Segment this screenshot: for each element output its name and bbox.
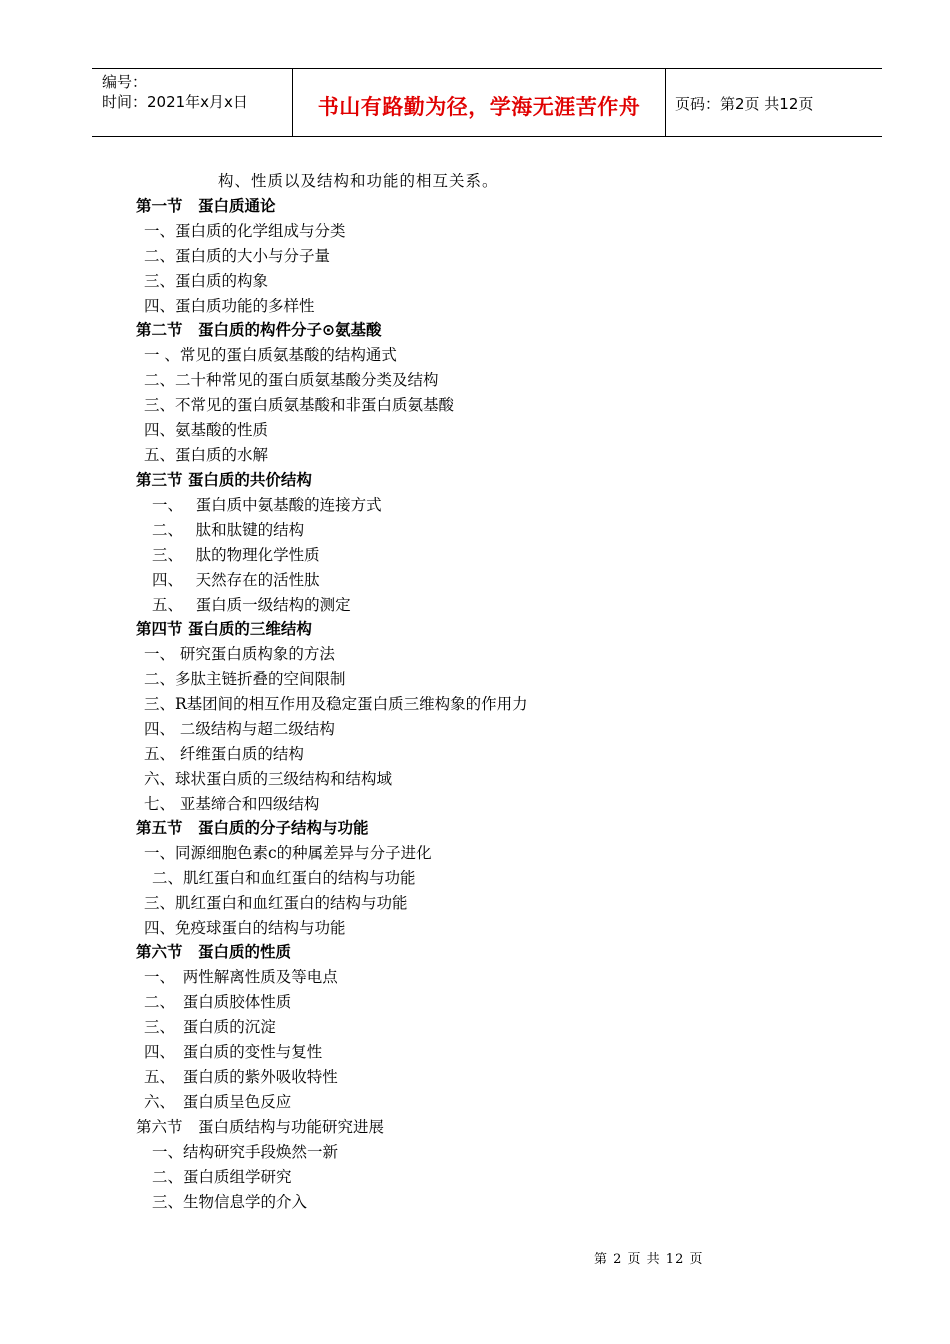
section-item: 一、 蛋白质中氨基酸的连接方式 (152, 496, 382, 514)
section-item: 一、结构研究手段焕然一新 (152, 1143, 339, 1161)
section-item: 三、 肽的物理化学性质 (152, 546, 320, 564)
section-heading: 第五节 蛋白质的分子结构与功能 (136, 819, 369, 837)
section-item: 三、 蛋白质的沉淀 (144, 1018, 276, 1036)
intro-text: 构、性质以及结构和功能的相互关系。 (218, 172, 499, 190)
document-date: 时间：2021年x月x日 (102, 93, 248, 111)
section-item: 四、免疫球蛋白的结构与功能 (144, 919, 346, 937)
section-item: 二、 肽和肽键的结构 (152, 521, 305, 539)
section-item: 一、蛋白质的化学组成与分类 (144, 222, 346, 240)
section-item: 四、蛋白质功能的多样性 (144, 297, 315, 315)
section-item: 四、 二级结构与超二级结构 (144, 720, 335, 738)
section-item: 二、蛋白质组学研究 (152, 1168, 292, 1186)
section-item: 五、 蛋白质的紫外吸收特性 (144, 1068, 338, 1086)
header-page-info: 页码：第2页 共12页 (675, 95, 814, 113)
section-heading: 第二节 蛋白质的构件分子⊙氨基酸 (136, 321, 382, 339)
section-item: 三、肌红蛋白和血红蛋白的结构与功能 (144, 894, 408, 912)
section-item: 一、 研究蛋白质构象的方法 (144, 645, 335, 663)
header-motto: 书山有路勤为径，学海无涯苦作舟 (317, 95, 641, 119)
section-item: 二、蛋白质的大小与分子量 (144, 247, 331, 265)
section-heading: 第三节 蛋白质的共价结构 (136, 471, 312, 489)
page-footer: 第 2 页 共 12 页 (594, 1252, 704, 1267)
section-item: 三、蛋白质的构象 (144, 272, 269, 290)
section-heading: 第四节 蛋白质的三维结构 (136, 620, 312, 638)
section-item: 二、二十种常见的蛋白质氨基酸分类及结构 (144, 371, 439, 389)
section-item: 五、蛋白质的水解 (144, 446, 269, 464)
section-item: 二、多肽主链折叠的空间限制 (144, 670, 346, 688)
section-item: 四、氨基酸的性质 (144, 421, 269, 439)
section-item: 五、 纤维蛋白质的结构 (144, 745, 304, 763)
section-item: 一 、常见的蛋白质氨基酸的结构通式 (144, 346, 397, 364)
section-item: 四、 蛋白质的变性与复性 (144, 1043, 323, 1061)
section-item: 七、 亚基缔合和四级结构 (144, 795, 320, 813)
document-number-label: 编号： (102, 73, 148, 91)
section-heading: 第六节 蛋白质的性质 (136, 943, 292, 961)
section-item: 四、 天然存在的活性肽 (152, 571, 320, 589)
section-item: 一、 两性解离性质及等电点 (144, 968, 338, 986)
section-heading: 第六节 蛋白质结构与功能研究进展 (136, 1118, 385, 1136)
section-item: 五、 蛋白质一级结构的测定 (152, 596, 351, 614)
section-item: 二、肌红蛋白和血红蛋白的结构与功能 (152, 869, 416, 887)
section-item: 一、同源细胞色素c的种属差异与分子进化 (144, 844, 432, 862)
section-item: 三、生物信息学的介入 (152, 1193, 308, 1211)
section-item: 三、不常见的蛋白质氨基酸和非蛋白质氨基酸 (144, 396, 455, 414)
section-item: 三、R基团间的相互作用及稳定蛋白质三维构象的作用力 (144, 695, 528, 713)
section-item: 六、球状蛋白质的三级结构和结构域 (144, 770, 393, 788)
section-item: 六、 蛋白质呈色反应 (144, 1093, 292, 1111)
section-heading: 第一节 蛋白质通论 (136, 197, 276, 215)
section-item: 二、 蛋白质胶体性质 (144, 993, 292, 1011)
